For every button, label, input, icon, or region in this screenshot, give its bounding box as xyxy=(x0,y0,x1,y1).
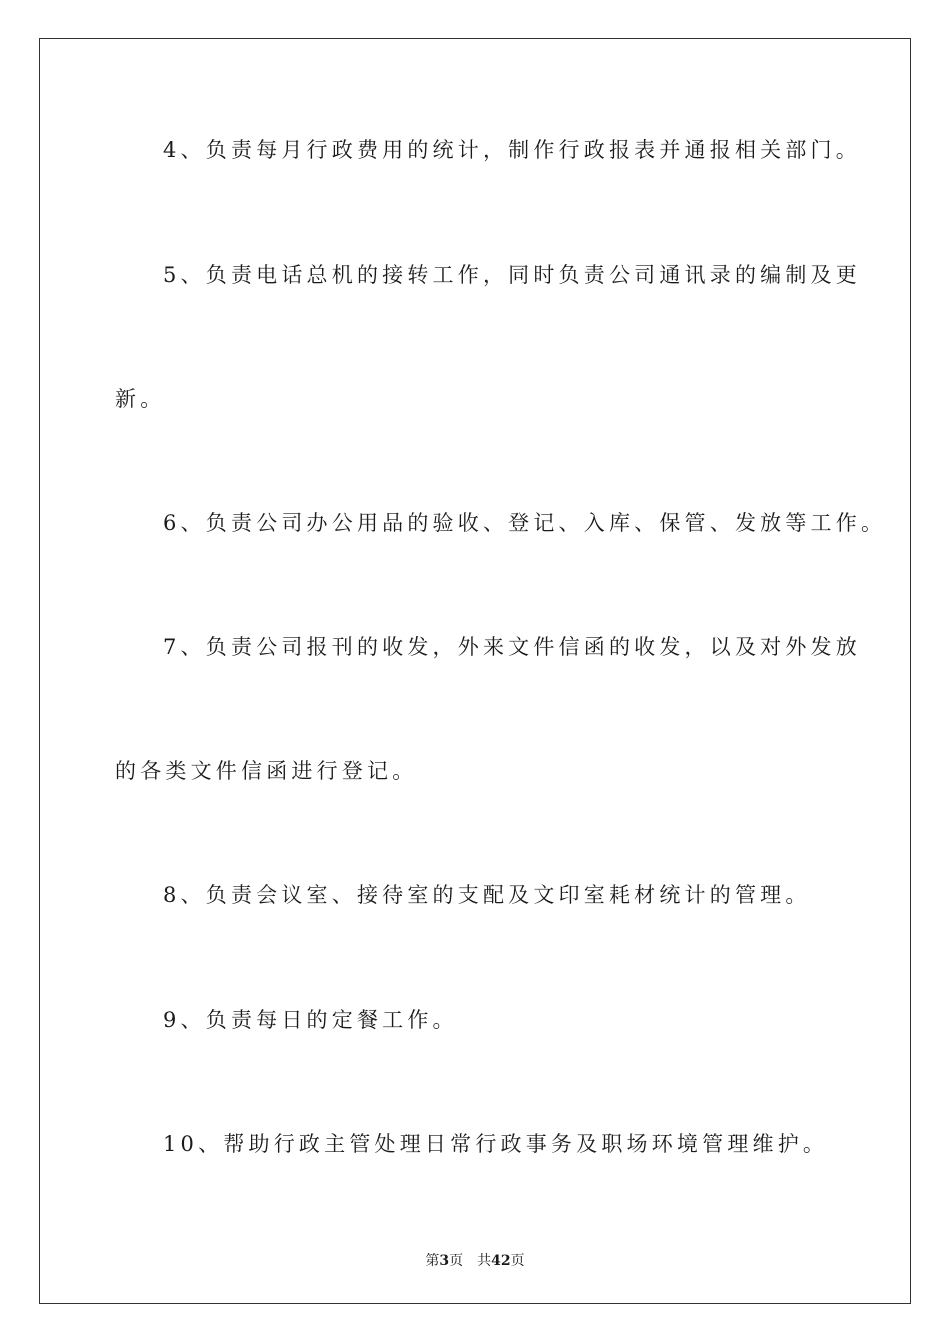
paragraph-item-9: 9、负责每日的定餐工作。 xyxy=(163,1008,458,1032)
footer-page-suffix: 页 xyxy=(449,1253,464,1269)
paragraph-item-10: 10、帮助行政主管处理日常行政事务及职场环境管理维护。 xyxy=(163,1132,829,1156)
page-footer xyxy=(0,1250,950,1270)
paragraph-item-7: 7、负责公司报刊的收发，外来文件信函的收发，以及对外发放 xyxy=(163,635,861,659)
page-border xyxy=(39,38,911,1304)
paragraph-item-7-continuation: 的各类文件信函进行登记。 xyxy=(115,759,418,783)
footer-page-number: 3 xyxy=(439,1253,450,1269)
paragraph-item-5-continuation: 新。 xyxy=(115,387,166,411)
paragraph-item-5: 5、负责电话总机的接转工作，同时负责公司通讯录的编制及更 xyxy=(163,263,861,287)
paragraph-item-8: 8、负责会议室、接待室的支配及文印室耗材统计的管理。 xyxy=(163,883,811,907)
paragraph-item-6: 6、负责公司办公用品的验收、登记、入库、保管、发放等工作。 xyxy=(163,511,887,535)
footer-page-prefix: 第 xyxy=(425,1253,440,1269)
footer-total-pages: 42 xyxy=(491,1253,511,1269)
footer-total-suffix: 页 xyxy=(510,1253,525,1269)
paragraph-item-4: 4、负责每月行政费用的统计，制作行政报表并通报相关部门。 xyxy=(163,138,861,162)
footer-total-prefix: 共 xyxy=(477,1253,492,1269)
